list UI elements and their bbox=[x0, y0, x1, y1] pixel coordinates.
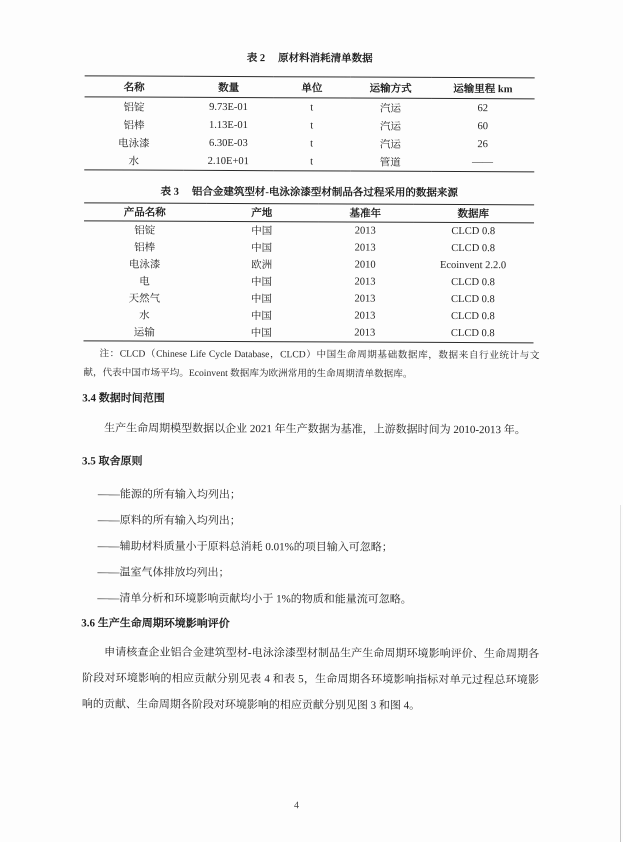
table-cell: 2013 bbox=[354, 310, 376, 322]
table-cell: 60 bbox=[477, 120, 488, 132]
table-cell: 欧洲 bbox=[251, 260, 273, 272]
table-cell: 2013 bbox=[354, 276, 376, 288]
table-cell: 电 bbox=[139, 276, 150, 288]
table-header-cell: 产品名称 bbox=[84, 203, 206, 222]
table-cell: —— bbox=[472, 156, 494, 168]
table-cell: 中国 bbox=[250, 294, 272, 306]
table-cell: 铝锭 bbox=[123, 102, 145, 114]
list-item: ——辅助材料质量小于原料总消耗 0.01%的项目输入可忽略； bbox=[97, 540, 393, 554]
table2-caption-text: 原材料消耗清单数据 bbox=[278, 53, 373, 65]
list-item: ——能源的所有输入均列出； bbox=[97, 488, 241, 502]
table-row bbox=[84, 306, 534, 325]
table-cell: 2013 bbox=[354, 225, 376, 237]
table-cell: t bbox=[310, 101, 314, 113]
table-row bbox=[84, 255, 534, 274]
table-header-cell: 产地 bbox=[206, 203, 319, 221]
table-row bbox=[84, 238, 534, 257]
table2-caption-label: 表 2 bbox=[246, 53, 266, 65]
table-cell: 2013 bbox=[354, 242, 376, 254]
table-cell: 中国 bbox=[250, 277, 273, 289]
table-cell: 天然气 bbox=[128, 293, 161, 305]
table-cell: 铝锭 bbox=[134, 225, 156, 237]
table-cell: 铝棒 bbox=[123, 120, 145, 132]
table-cell: CLCD 0.8 bbox=[451, 276, 495, 289]
page-number: 4 bbox=[293, 800, 300, 812]
table-cell: 水 bbox=[139, 310, 150, 322]
table-raw-material-consumption bbox=[84, 75, 534, 172]
table-header-cell: 数量 bbox=[184, 76, 274, 97]
table-cell: 2013 bbox=[354, 327, 376, 339]
table-header-cell: 运输里程 km bbox=[431, 77, 535, 98]
table-cell: t bbox=[310, 119, 314, 131]
table-row bbox=[84, 151, 534, 171]
table-cell: 中国 bbox=[251, 243, 273, 255]
table-cell: 汽运 bbox=[380, 103, 402, 115]
table-header-row bbox=[85, 76, 535, 99]
section-3-6-paragraph: 申请核查企业铝合金建筑型材-电泳涂漆型材制品生产生命周期环境影响评价、生命周期各阶段对环境影响的相应贡献分别见表 4 和表 5，生命周期各环境影响指标对单元过程总环境影响的贡献、生命周期各阶段对环境影响的相应贡献分别见图 3 和图 4。 bbox=[81, 646, 540, 712]
table-cell: CLCD 0.8 bbox=[451, 242, 496, 255]
table-cell: 2013 bbox=[354, 293, 376, 305]
table-row bbox=[84, 133, 534, 153]
table-header-cell: 基准年 bbox=[318, 204, 413, 222]
table-cell: 26 bbox=[477, 138, 488, 150]
table-row bbox=[84, 289, 534, 308]
section-heading-3-6: 3.6 生产生命周期环境影响评价 bbox=[81, 617, 230, 631]
table-cell: 中国 bbox=[250, 311, 272, 323]
table-cell: 电泳漆 bbox=[128, 259, 161, 271]
table-header-cell: 单位 bbox=[274, 77, 351, 98]
table-header-cell: 运输方式 bbox=[350, 77, 431, 98]
table-cell: CLCD 0.8 bbox=[451, 293, 495, 306]
table-cell: 汽运 bbox=[379, 139, 401, 151]
table-cell: 运输 bbox=[133, 327, 155, 339]
table-cell: 铝棒 bbox=[134, 242, 156, 254]
table-cell: 中国 bbox=[250, 328, 272, 340]
table-cell: 1.13E-01 bbox=[209, 119, 248, 131]
table3-caption-label: 表 3 bbox=[160, 186, 179, 198]
table-row bbox=[84, 272, 534, 291]
table-cell: 水 bbox=[128, 156, 140, 168]
list-item: ——原料的所有输入均列出； bbox=[97, 514, 241, 528]
table-cell: t bbox=[310, 155, 314, 167]
table-row bbox=[84, 221, 534, 240]
table-row bbox=[84, 115, 534, 135]
table-header-cell: 数据库 bbox=[413, 204, 535, 223]
table-data-sources bbox=[84, 202, 535, 343]
table-cell: Ecoinvent 2.2.0 bbox=[439, 259, 507, 272]
section-heading-3-4: 3.4 数据时间范围 bbox=[82, 392, 165, 405]
table-cell: CLCD 0.8 bbox=[450, 327, 495, 340]
table-cell: 2.10E+01 bbox=[207, 155, 249, 167]
table3-caption bbox=[84, 185, 534, 201]
table-cell: 中国 bbox=[251, 226, 273, 238]
table-cell: 管道 bbox=[379, 157, 401, 169]
table-cell: CLCD 0.8 bbox=[451, 225, 496, 238]
table-cell: 汽运 bbox=[379, 121, 401, 133]
table-header-cell: 名称 bbox=[85, 76, 184, 97]
table-row bbox=[84, 323, 534, 342]
table3-caption-text: 铝合金建筑型材-电泳涂漆型材制品各过程采用的数据来源 bbox=[191, 186, 458, 199]
section-3-4-paragraph: 生产生命周期模型数据以企业 2021 年生产数据为基准，上游数据时间为 2010-2013 年。 bbox=[104, 422, 526, 437]
table-cell: 9.73E-01 bbox=[209, 101, 248, 113]
table2-caption bbox=[85, 51, 535, 67]
table3-note: 注：CLCD（Chinese Life Cycle Database，CLCD）中国生命周期基础数据库，数据来自行业统计与文献，代表中国市场平均。Ecoinvent 数据库为欧洲常用的生命周期清单数据库。 bbox=[83, 348, 540, 380]
table-row bbox=[84, 97, 534, 117]
table-cell: 2010 bbox=[354, 259, 376, 271]
table-header-row bbox=[84, 203, 534, 223]
table-cell: 6.30E-03 bbox=[208, 137, 248, 149]
table-cell: CLCD 0.8 bbox=[450, 310, 495, 323]
table-cell: 电泳漆 bbox=[118, 138, 150, 150]
table-cell: t bbox=[310, 137, 314, 149]
section-heading-3-5: 3.5 取舍原则 bbox=[81, 455, 143, 468]
list-item: ——温室气体排放均列出； bbox=[97, 566, 230, 580]
scanner-edge-artifact bbox=[620, 505, 621, 842]
criteria-list bbox=[97, 487, 412, 618]
list-item: ——清单分析和环境影响贡献均小于 1%的物质和能量流可忽略。 bbox=[97, 592, 412, 606]
table-cell: 62 bbox=[477, 102, 489, 114]
